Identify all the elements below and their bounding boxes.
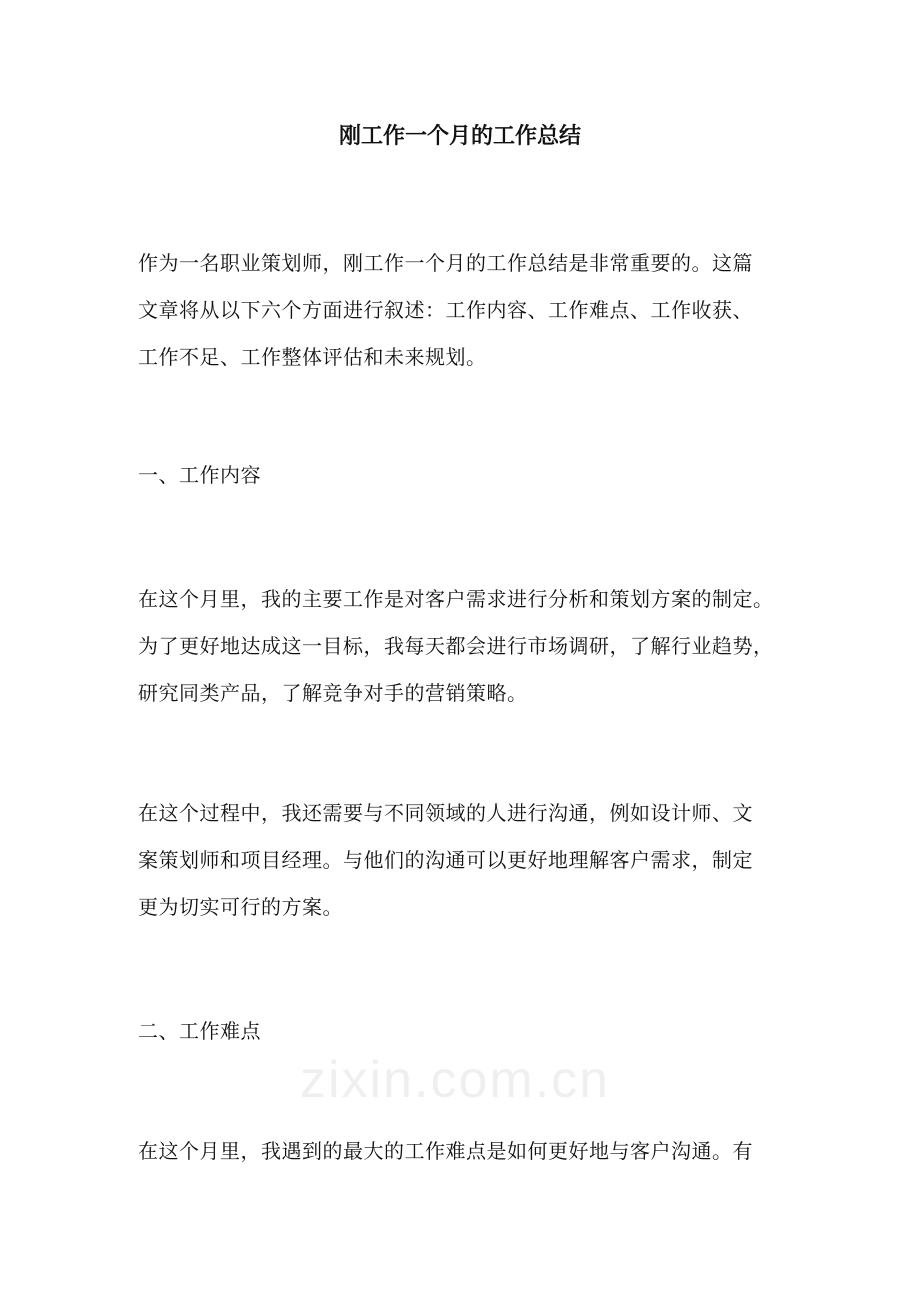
watermark: zixin.com.cn <box>300 1051 611 1109</box>
section1-paragraph-1 <box>138 576 798 717</box>
document-title: 刚工作一个月的工作总结 <box>338 123 581 149</box>
paragraph-line: 在这个月里，我遇到的最大的工作难点是如何更好地与客户沟通。有 <box>138 1139 753 1163</box>
intro-paragraph <box>138 240 798 381</box>
paragraph-line: 在这个月里，我的主要工作是对客户需求进行分析和策划方案的制定。 <box>138 587 774 611</box>
section-heading-work-difficulties: 二、工作难点 <box>138 1019 261 1043</box>
section2-paragraph-1 <box>138 1128 798 1175</box>
paragraph-line: 为了更好地达成这一目标，我每天都会进行市场调研，了解行业趋势， <box>138 634 774 658</box>
paragraph-line: 更为切实可行的方案。 <box>138 895 343 919</box>
intro-line: 作为一名职业策划师，刚工作一个月的工作总结是非常重要的。这篇 <box>138 251 753 275</box>
paragraph-line: 案策划师和项目经理。与他们的沟通可以更好地理解客户需求，制定 <box>138 848 753 872</box>
section1-paragraph-2 <box>138 790 798 931</box>
paragraph-line: 研究同类产品，了解竞争对手的营销策略。 <box>138 681 528 705</box>
paragraph-line: 在这个过程中，我还需要与不同领域的人进行沟通，例如设计师、文 <box>138 801 753 825</box>
intro-line: 文章将从以下六个方面进行叙述：工作内容、工作难点、工作收获、 <box>138 298 753 322</box>
section-heading-work-content: 一、工作内容 <box>138 463 261 487</box>
intro-line: 工作不足、工作整体评估和未来规划。 <box>138 345 487 369</box>
